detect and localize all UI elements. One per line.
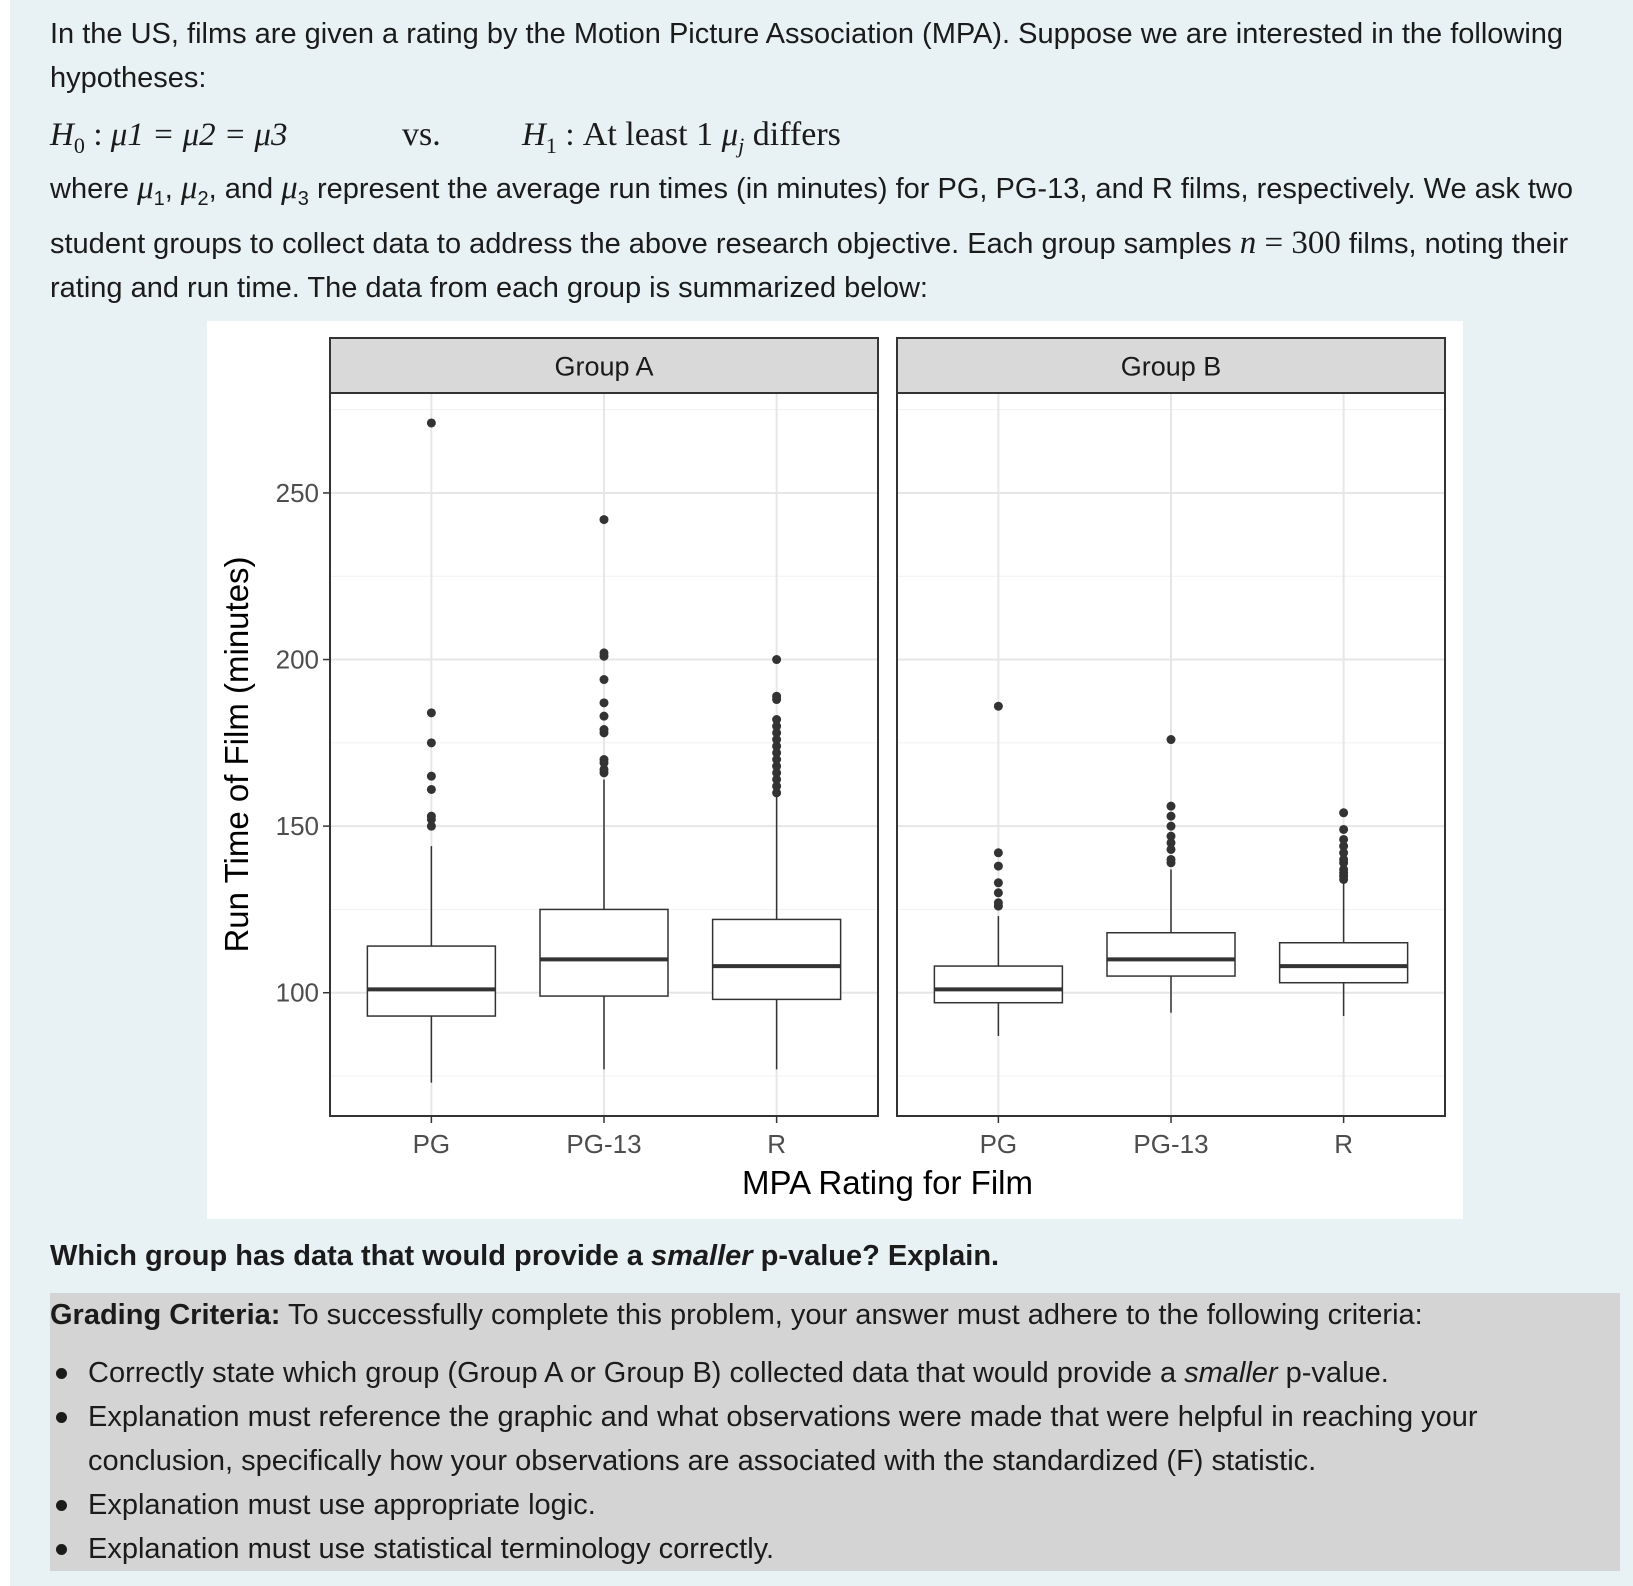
outlier-point bbox=[600, 515, 609, 524]
x-tick-label: PG-13 bbox=[1133, 1129, 1209, 1159]
outlier-point bbox=[994, 898, 1003, 907]
boxplot-figure bbox=[207, 321, 1463, 1219]
outlier-point bbox=[1167, 832, 1176, 841]
outlier-point bbox=[994, 848, 1003, 857]
outlier-point bbox=[600, 725, 609, 734]
outlier-point bbox=[427, 772, 436, 781]
outlier-point bbox=[1167, 822, 1176, 831]
boxplot-chart bbox=[207, 321, 1463, 1219]
iqr-box bbox=[934, 966, 1062, 1003]
criteria-item: Explanation must use appropriate logic. bbox=[50, 1483, 1620, 1527]
criteria-item: Explanation must reference the graphic and what observations were made that were helpful in reaching your conclusion, specifically how your observations are associated with the standardized (F) statistic. bbox=[50, 1395, 1620, 1483]
outlier-point bbox=[600, 712, 609, 721]
outlier-point bbox=[600, 648, 609, 657]
grading-criteria bbox=[50, 1293, 1620, 1571]
outlier-point bbox=[427, 738, 436, 747]
criteria-list bbox=[50, 1351, 1620, 1571]
x-tick-label: PG bbox=[979, 1129, 1018, 1159]
criteria-lead: Grading Criteria: To successfully complete this problem, your answer must adhere to the following criteria: bbox=[50, 1299, 1423, 1331]
x-tick-label: R bbox=[767, 1129, 787, 1159]
iqr-box bbox=[1107, 933, 1235, 976]
iqr-box bbox=[713, 919, 841, 999]
x-tick-label: R bbox=[1334, 1129, 1354, 1159]
outlier-point bbox=[600, 698, 609, 707]
y-tick-label: 100 bbox=[275, 977, 319, 1008]
outlier-point bbox=[1167, 802, 1176, 811]
facet-label: Group A bbox=[554, 351, 654, 382]
y-tick-label: 200 bbox=[275, 644, 319, 675]
outlier-point bbox=[1167, 735, 1176, 744]
iqr-box bbox=[1280, 943, 1408, 983]
outlier-point bbox=[600, 675, 609, 684]
outlier-point bbox=[427, 812, 436, 821]
hypotheses-line bbox=[50, 110, 1250, 160]
y-tick-label: 150 bbox=[275, 811, 319, 842]
vs-label: vs. bbox=[402, 116, 441, 153]
outlier-point bbox=[427, 785, 436, 794]
alternative-hypothesis: $H_1$ : At least 1 $\mu_j$ differs bbox=[522, 116, 841, 158]
y-axis-title: Run Time of Film (minutes) bbox=[218, 556, 255, 953]
outlier-point bbox=[772, 692, 781, 701]
outlier-point bbox=[772, 715, 781, 724]
outlier-point bbox=[1339, 825, 1348, 834]
outlier-point bbox=[994, 702, 1003, 711]
criteria-item: Explanation must use statistical terminology correctly. bbox=[50, 1527, 1620, 1571]
outlier-point bbox=[1339, 808, 1348, 817]
outlier-point bbox=[600, 755, 609, 764]
iqr-box bbox=[367, 946, 495, 1016]
outlier-point bbox=[1167, 812, 1176, 821]
iqr-box bbox=[540, 909, 668, 996]
x-tick-label: PG bbox=[412, 1129, 451, 1159]
criteria-item: Correctly state which group (Group A or Group B) collected data that would provide a smaller p-value. bbox=[50, 1351, 1620, 1395]
outlier-point bbox=[994, 862, 1003, 871]
context-paragraph: where $\mu_1$, $\mu_2$, and $\mu_3$ represent the average run times (in minutes) for PG, PG-13, and R films, respectively. We ask two student groups to collect data to address the above research objective. Each group samples n = 300 films, noting their rating and run time. The data from each group is summarized below: bbox=[50, 170, 1574, 304]
outlier-point bbox=[1167, 855, 1176, 864]
facet-label: Group B bbox=[1120, 351, 1222, 382]
intro-paragraph: In the US, films are given a rating by the Motion Picture Association (MPA). Suppose we are interested in the following hypotheses: bbox=[50, 18, 1564, 94]
x-tick-label: PG-13 bbox=[566, 1129, 642, 1159]
outlier-point bbox=[427, 708, 436, 717]
x-axis-title: MPA Rating for Film bbox=[742, 1164, 1033, 1201]
question-text: Which group has data that would provide a smaller p-value? Explain. bbox=[50, 1240, 1000, 1272]
outlier-point bbox=[994, 878, 1003, 887]
problem-page bbox=[10, 0, 1633, 1586]
outlier-point bbox=[772, 655, 781, 664]
outlier-point bbox=[427, 418, 436, 427]
outlier-point bbox=[1339, 835, 1348, 844]
null-hypothesis: $H_0$ : μ1 = μ2 = μ3 bbox=[50, 117, 288, 158]
outlier-point bbox=[994, 888, 1003, 897]
y-tick-label: 250 bbox=[275, 477, 319, 508]
